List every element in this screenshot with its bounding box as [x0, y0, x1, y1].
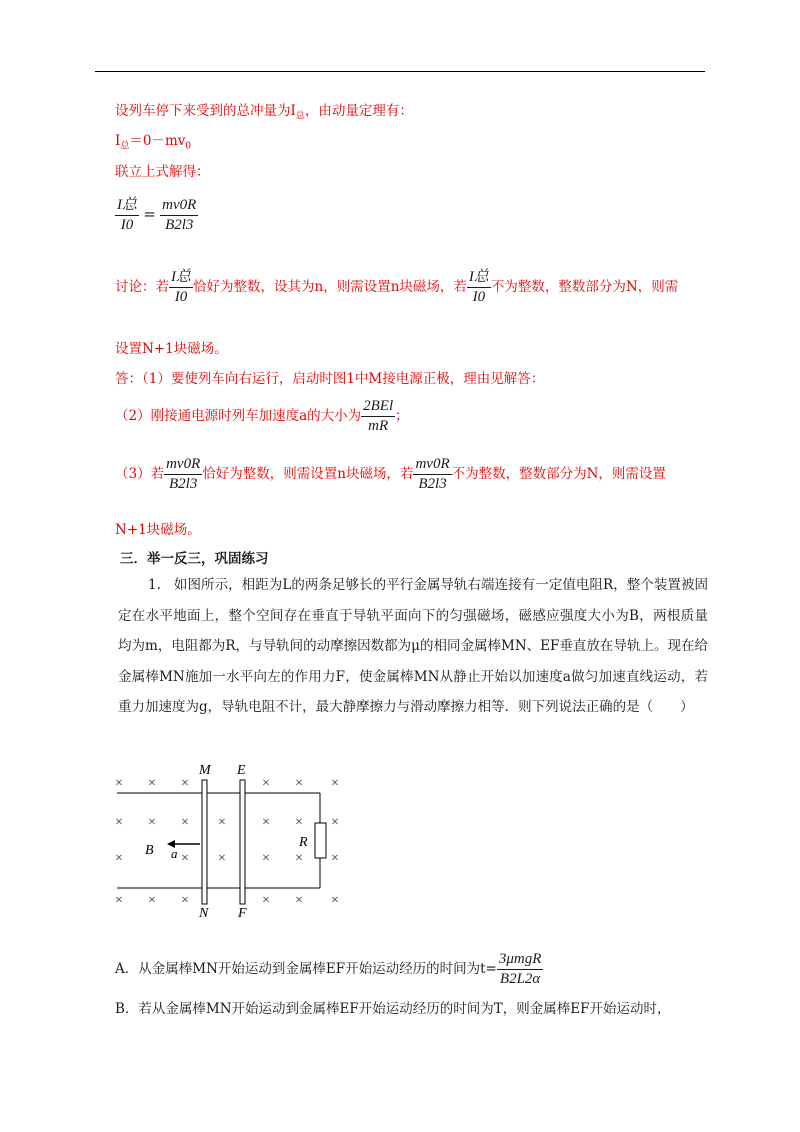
text-line-2: $I_总=0-mv_0$ — [115, 133, 192, 152]
question-text: 如图所示，相距为L的两条足够长的平行金属导轨右端连接有一定值电阻R，整个装置被固定在水平地面上，整个空间存在垂直于导轨平面向下的匀强磁场，磁感应强度大小为B，两根质量均为m，电阻都为R，与导轨间的动摩擦因数都为μ的相同金属棒MN、EF垂直放在导轨上。现在给金属棒MN施加一水平向左的作用力F，使金属棒MN从静止开始以加速度a做匀加速直线运动，若重力加速度为g，导轨电阻不计，最大静摩擦力与滑动摩擦力相等．则下列说法正确的是（ ） — [118, 577, 708, 715]
header-rule — [95, 71, 705, 72]
ans2-frac: $\frac{\text{2BEl}}{mR}$ — [363, 398, 394, 434]
label-a: a — [171, 846, 178, 861]
question-1 — [118, 570, 708, 723]
answer-2: （2）刚接通电源时列车加速度a的大小为 $\frac{\text{2BEl}}{mR}$ ； — [115, 398, 409, 434]
rod-EF — [240, 780, 245, 904]
svg-text:×: × — [148, 815, 156, 830]
svg-text:×: × — [331, 815, 339, 830]
optA-frac: $\frac{\text{3μmgR}}{B2L2\alpha}$ — [498, 951, 542, 987]
svg-text:×: × — [262, 851, 270, 866]
discussion-line: 讨论：若 $\frac{\text{I总}}{I0}$ 恰好为整数，设其为n，则需设置n块磁场，若 $\frac{\text{I总}}{I0}$ 不为整数，整数部分为N，则需 — [115, 269, 679, 305]
equation-1: $\frac{\text{I总}}{I0}$ = $\frac{mv0R}{B2l3}$ — [117, 197, 197, 233]
rod-MN — [202, 780, 207, 904]
ans3-frac-2: $\frac{mv0R}{B2l3}$ — [415, 456, 450, 492]
discussion-line-2: 设置N+1块磁场。 — [115, 341, 228, 357]
label-N: N — [199, 906, 209, 920]
answer-1: 答：（1）要使列车向右运行，启动时图1中M接电源正极，理由见解答： — [115, 371, 545, 387]
svg-text:×: × — [295, 776, 303, 791]
svg-text:×: × — [331, 851, 339, 866]
disc-frac-2: $\frac{\text{I总}}{I0}$ — [468, 269, 489, 305]
svg-text:×: × — [295, 815, 303, 830]
eq1-rhs: $\frac{mv0R}{B2l3}$ — [162, 197, 197, 233]
answer-3-tail: N+1块磁场。 — [115, 522, 201, 538]
text-line-3: 联立上式解得： — [115, 164, 210, 180]
disc-frac-1: $\frac{\text{I总}}{I0}$ — [171, 269, 191, 305]
svg-text:×: × — [181, 851, 189, 866]
svg-text:×: × — [148, 776, 156, 791]
svg-text:×: × — [115, 815, 123, 830]
svg-text:×: × — [331, 776, 339, 791]
svg-text:×: × — [262, 893, 270, 908]
answer-3: （3）若 $\frac{mv0R}{B2l3}$ 恰好为整数，则需设置n块磁场，若 $\frac{mv0R}{B2l3}$ 不为整数，整数部分为N，则需设置 — [115, 456, 666, 492]
eq1-lhs: $\frac{\text{I总}}{I0}$ — [117, 197, 137, 233]
label-F: F — [238, 906, 247, 920]
text-line-1: 设列车停下来受到的总冲量为$I_总$，由动量定理有： — [115, 103, 413, 122]
circuit-figure — [105, 760, 365, 920]
svg-text:×: × — [262, 776, 270, 791]
svg-text:×: × — [331, 893, 339, 908]
svg-text:×: × — [115, 776, 123, 791]
resistor — [315, 823, 326, 858]
label-E: E — [237, 763, 246, 778]
svg-text:×: × — [115, 851, 123, 866]
svg-text:×: × — [295, 893, 303, 908]
svg-text:×: × — [218, 815, 226, 830]
svg-text:×: × — [295, 851, 303, 866]
svg-text:×: × — [262, 815, 270, 830]
label-B: B — [145, 843, 154, 858]
label-M: M — [199, 763, 211, 778]
option-B: B．若从金属棒MN开始运动到金属棒EF开始运动经历的时间为T，则金属棒EF开始运动时， — [115, 1001, 671, 1017]
svg-text:×: × — [181, 815, 189, 830]
svg-text:×: × — [115, 893, 123, 908]
svg-text:×: × — [148, 893, 156, 908]
question-number: 1. — [148, 577, 161, 593]
svg-text:×: × — [218, 851, 226, 866]
option-A: A．从金属棒MN开始运动到金属棒EF开始运动经历的时间为t= $\frac{\text{3μmgR}}{B2L2\alpha}$ — [115, 951, 542, 987]
ans3-frac-1: $\frac{mv0R}{B2l3}$ — [166, 456, 201, 492]
svg-text:×: × — [181, 776, 189, 791]
section-heading: 三．举一反三，巩固练习 — [120, 551, 269, 567]
label-R: R — [299, 835, 308, 850]
svg-text:×: × — [181, 893, 189, 908]
